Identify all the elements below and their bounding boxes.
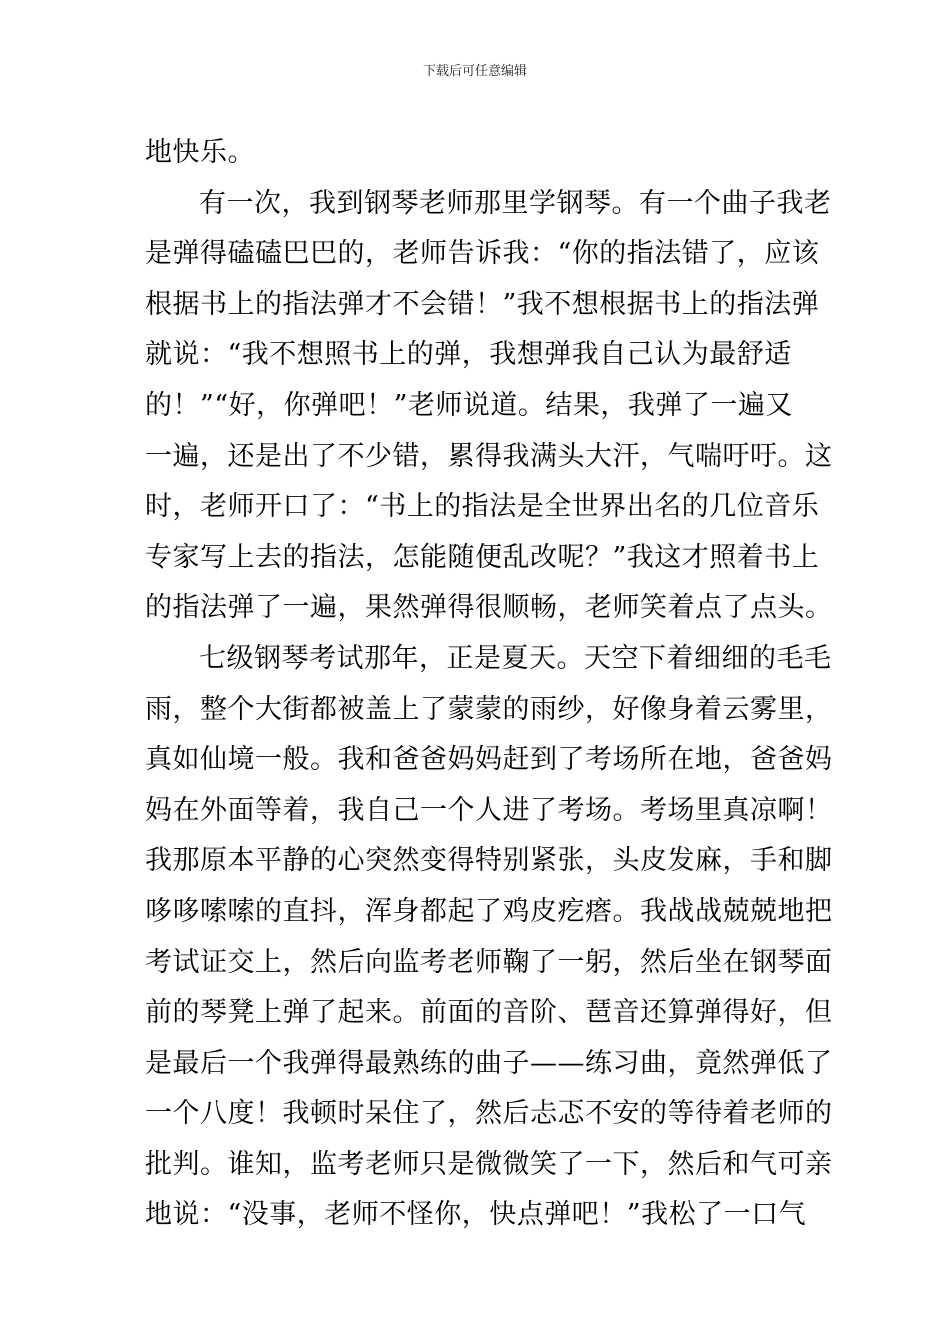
text-line: 七级钢琴考试那年，正是夏天。天空下着细细的毛毛 (199, 642, 832, 674)
text-line: 哆哆嗦嗦的直抖，浑身都起了鸡皮疙瘩。我战战兢兢地把 (145, 895, 833, 927)
text-line: 根据书上的指法弹才不会错！”我不想根据书上的指法弹 (145, 288, 820, 320)
text-line: 的指法弹了一遍，果然弹得很顺畅，老师笑着点了点头。 (145, 592, 833, 624)
text-line: 就说：“我不想照书上的弹，我想弹我自己认为最舒适 (145, 339, 792, 371)
text-line: 雨，整个大街都被盖上了蒙蒙的雨纱，好像身着云雾里， (145, 693, 833, 725)
page-header: 下载后可任意编辑 (422, 64, 527, 79)
text-line: 有一次，我到钢琴老师那里学钢琴。有一个曲子我老 (199, 187, 832, 219)
text-line: 真如仙境一般。我和爸爸妈妈赶到了考场所在地，爸爸妈 (145, 744, 833, 776)
text-line: 地快乐。 (145, 137, 255, 168)
text-line: 一个八度！我顿时呆住了，然后忐忑不安的等待着老师的 (145, 1098, 833, 1130)
text-line: 一遍，还是出了不少错，累得我满头大汗，气喘吁吁。这 (145, 440, 833, 472)
text-line: 是弹得磕磕巴巴的，老师告诉我：“你的指法错了，应该 (145, 238, 820, 270)
text-line: 妈在外面等着，我自己一个人进了考场。考场里真凉啊！ (145, 794, 833, 826)
text-line: 是最后一个我弹得最熟练的曲子——练习曲，竟然弹低了 (145, 1047, 833, 1079)
text-line: 的！”“好，你弹吧！”老师说道。结果，我弹了一遍又 (145, 389, 793, 421)
text-line: 考试证交上，然后向监考老师鞠了一躬，然后坐在钢琴面 (145, 946, 833, 978)
text-line: 我那原本平静的心突然变得特别紧张，头皮发麻，手和脚 (145, 845, 833, 877)
text-line: 专家写上去的指法，怎能随便乱改呢？”我这才照着书上 (145, 541, 820, 573)
document-body (145, 128, 833, 1241)
text-line: 地说：“没事，老师不怪你，快点弹吧！”我松了一口气 (145, 1199, 807, 1231)
text-line: 前的琴凳上弹了起来。前面的音阶、琶音还算弹得好，但 (145, 997, 833, 1029)
text-line: 时，老师开口了：“书上的指法是全世界出名的几位音乐 (145, 491, 820, 523)
text-line: 批判。谁知，监考老师只是微微笑了一下，然后和气可亲 (145, 1148, 833, 1180)
